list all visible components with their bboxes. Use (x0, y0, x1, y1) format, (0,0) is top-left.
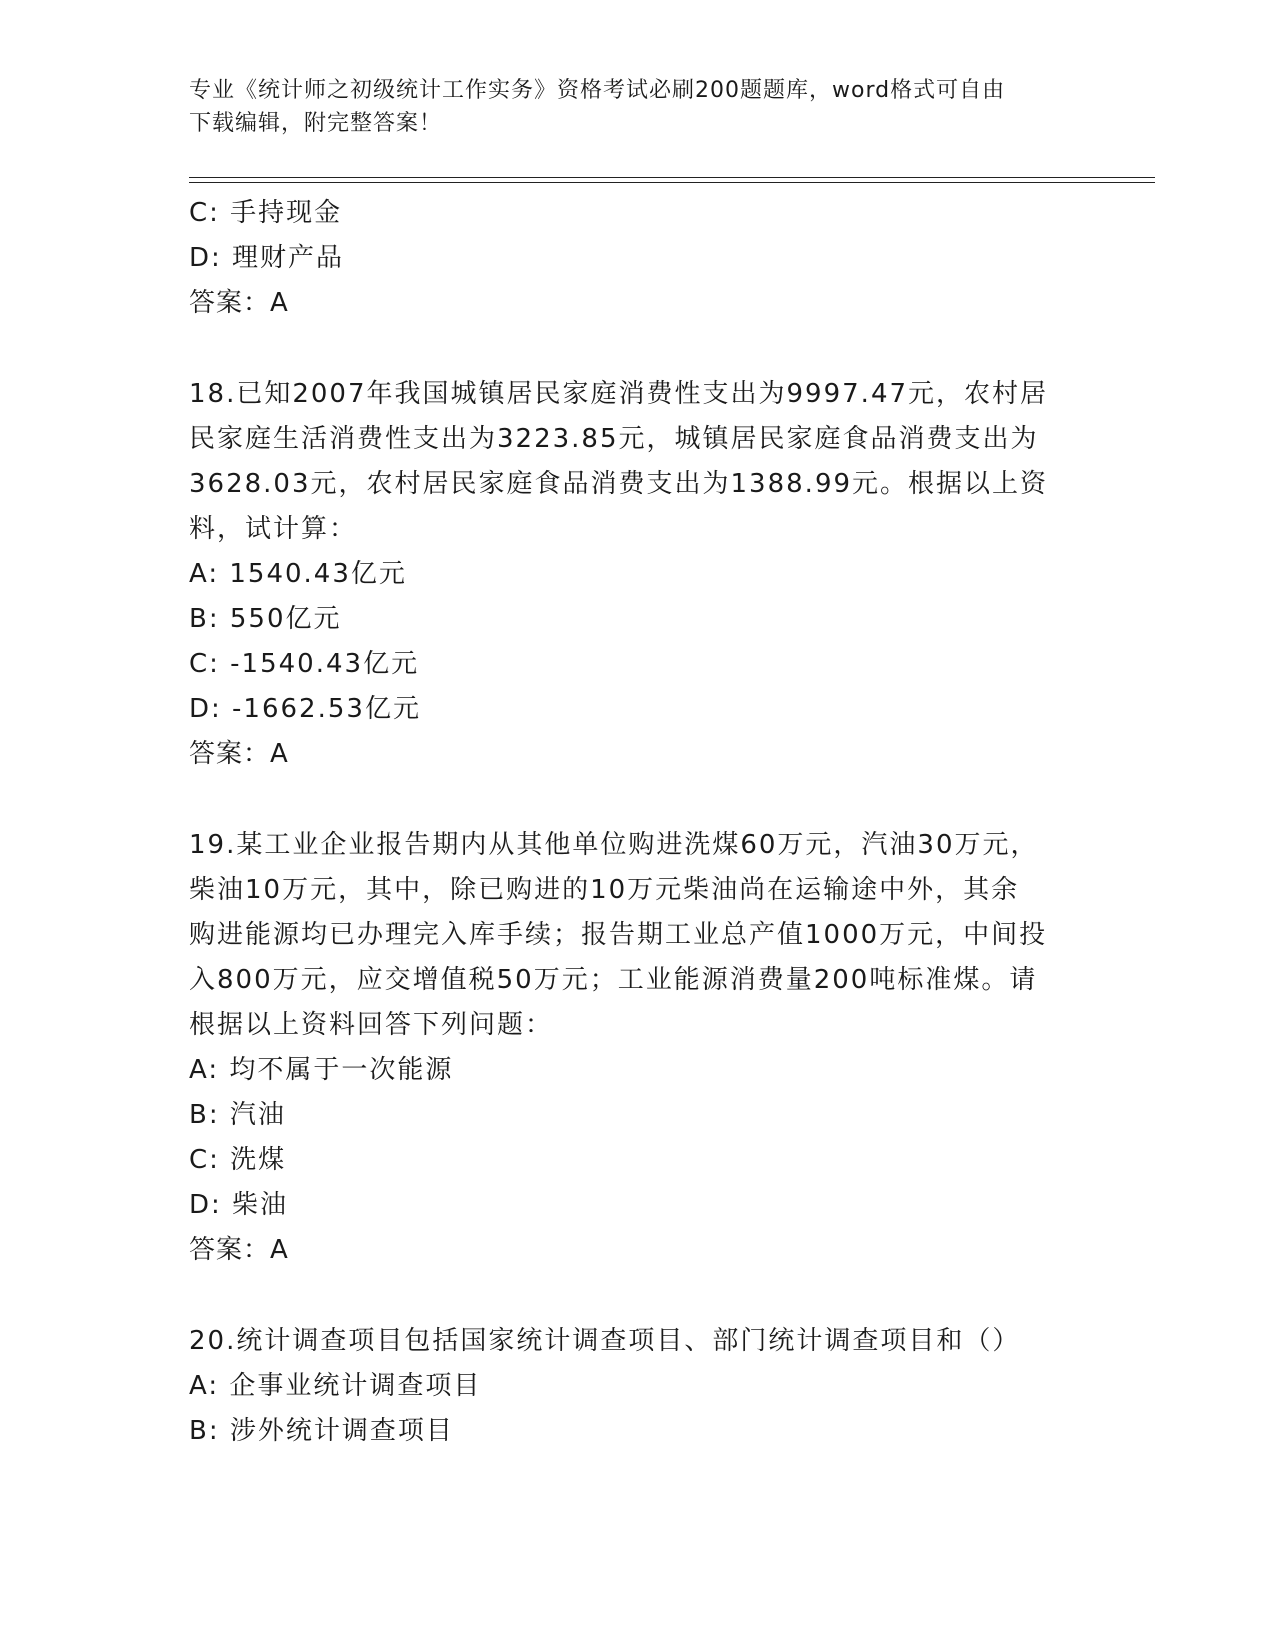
option-d: D: -1662.53亿元 (189, 694, 421, 724)
option-c: C: -1540.43亿元 (189, 649, 420, 679)
option-c: C: 洗煤 (189, 1145, 287, 1175)
question-stem-line: 3628.03元，农村居民家庭食品消费支出为1388.99元。根据以上资 (189, 469, 1049, 499)
question-19 (189, 823, 1089, 1273)
option-a: A: 均不属于一次能源 (189, 1055, 454, 1085)
answer: 答案：A (189, 739, 289, 769)
question-stem-line: 19.某工业企业报告期内从其他单位购进洗煤60万元，汽油30万元， (189, 830, 1039, 860)
question-stem-line: 柴油10万元，其中，除已购进的10万元柴油尚在运输途中外，其余 (189, 875, 1020, 905)
header-line-1: 专业《统计师之初级统计工作实务》资格考试必刷200题题库，word格式可自由 (189, 78, 1006, 103)
question-18 (189, 372, 1089, 777)
question-stem-line: 20.统计调查项目包括国家统计调查项目、部门统计调查项目和（） (189, 1326, 1021, 1356)
option-b: B: 汽油 (189, 1100, 286, 1130)
question-20 (189, 1319, 1089, 1454)
header-line-2: 下载编辑，附完整答案！ (189, 111, 443, 136)
question-17 (189, 191, 1089, 326)
question-content (189, 191, 1089, 1454)
option-a: A: 企事业统计调查项目 (189, 1371, 482, 1401)
option-d: D: 柴油 (189, 1190, 289, 1220)
option-a: A: 1540.43亿元 (189, 559, 407, 589)
question-stem-line: 购进能源均已办理完入库手续；报告期工业总产值1000万元，中间投 (189, 920, 1048, 950)
question-stem-line: 入800万元，应交增值税50万元；工业能源消费量200吨标准煤。请 (189, 965, 1038, 995)
header-divider-bottom (189, 182, 1155, 183)
option-d: D: 理财产品 (189, 243, 345, 273)
header-divider-top (189, 177, 1155, 178)
spacer (189, 326, 1089, 372)
answer: 答案：A (189, 288, 289, 318)
question-stem-line: 根据以上资料回答下列问题： (189, 1010, 554, 1040)
spacer (189, 1273, 1089, 1319)
option-b: B: 550亿元 (189, 604, 342, 634)
question-stem-line: 料，试计算： (189, 514, 358, 544)
spacer (189, 777, 1089, 823)
option-c: C: 手持现金 (189, 198, 343, 228)
question-stem-line: 18.已知2007年我国城镇居民家庭消费性支出为9997.47元，农村居 (189, 379, 1049, 409)
question-stem-line: 民家庭生活消费性支出为3223.85元，城镇居民家庭食品消费支出为 (189, 424, 1039, 454)
answer: 答案：A (189, 1235, 289, 1265)
document-header (189, 74, 1089, 140)
option-b: B: 涉外统计调查项目 (189, 1416, 454, 1446)
